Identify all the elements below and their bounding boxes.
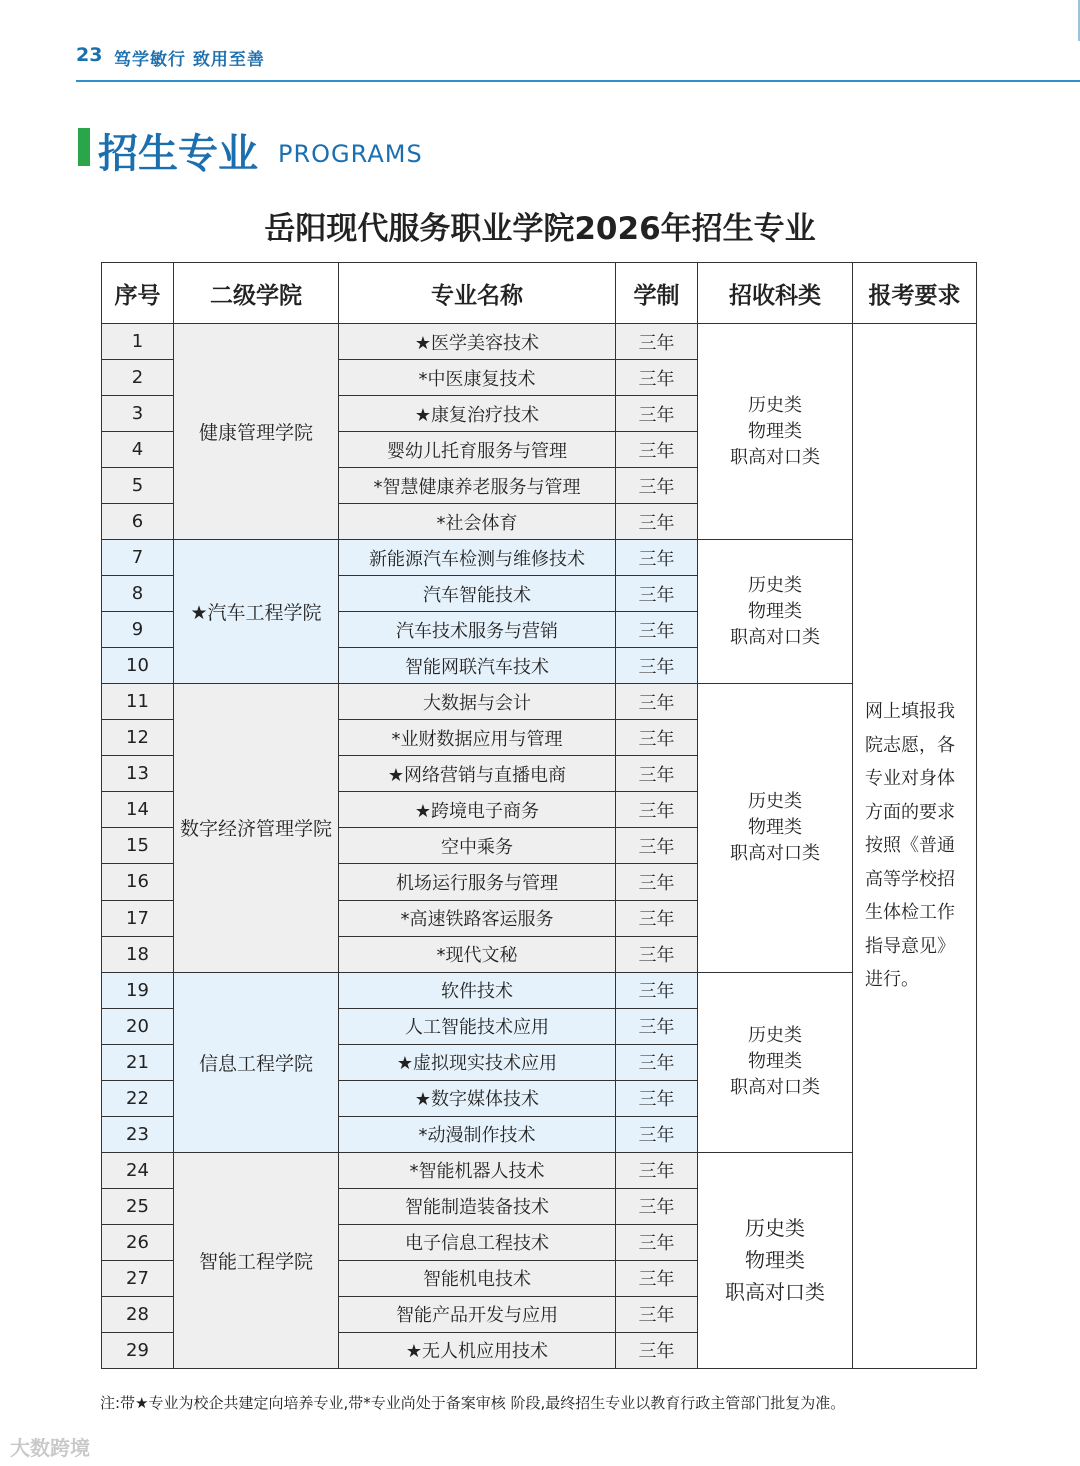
table-row (102, 324, 977, 360)
row-number: 18 (102, 936, 174, 972)
program-name: 软件技术 (339, 972, 616, 1008)
col-header-program: 专业名称 (339, 263, 616, 324)
program-duration: 三年 (616, 1152, 698, 1188)
program-duration: 三年 (616, 396, 698, 432)
table-row (102, 540, 977, 576)
program-name: 汽车技术服务与营销 (339, 612, 616, 648)
program-name: ★跨境电子商务 (339, 792, 616, 828)
row-number: 28 (102, 1296, 174, 1332)
admission-subjects: 历史类 物理类 职高对口类 (698, 1152, 853, 1368)
program-duration: 三年 (616, 576, 698, 612)
program-duration: 三年 (616, 1296, 698, 1332)
admission-subjects: 历史类 物理类 职高对口类 (698, 684, 853, 972)
row-number: 27 (102, 1260, 174, 1296)
program-name: ★虚拟现实技术应用 (339, 1044, 616, 1080)
program-name: *社会体育 (339, 504, 616, 540)
row-number: 17 (102, 900, 174, 936)
table-header-row (102, 263, 977, 324)
watermark: 大数跨境 (10, 1436, 90, 1460)
col-header-number: 序号 (102, 263, 174, 324)
program-duration: 三年 (616, 1044, 698, 1080)
program-duration: 三年 (616, 684, 698, 720)
requirement-line: 进行。 (865, 969, 919, 991)
program-name: *智慧健康养老服务与管理 (339, 468, 616, 504)
programs-table (101, 262, 977, 1369)
row-number: 21 (102, 1044, 174, 1080)
requirement-line: 网上填报我 (865, 701, 955, 723)
row-number: 7 (102, 540, 174, 576)
row-number: 22 (102, 1080, 174, 1116)
row-number: 2 (102, 360, 174, 396)
admission-subjects: 历史类 物理类 职高对口类 (698, 324, 853, 540)
program-duration: 三年 (616, 936, 698, 972)
program-name: 新能源汽车检测与维修技术 (339, 540, 616, 576)
section-title-en: PROGRAMS (278, 140, 423, 168)
program-name: 智能网联汽车技术 (339, 648, 616, 684)
requirement-line: 方面的要求 (865, 801, 955, 823)
program-duration: 三年 (616, 648, 698, 684)
college-name: 数字经济管理学院 (174, 684, 339, 972)
program-duration: 三年 (616, 1188, 698, 1224)
program-duration: 三年 (616, 540, 698, 576)
row-number: 12 (102, 720, 174, 756)
program-name: *动漫制作技术 (339, 1116, 616, 1152)
col-header-duration: 学制 (616, 263, 698, 324)
requirement-line: 指导意见》 (865, 935, 955, 957)
row-number: 3 (102, 396, 174, 432)
program-duration: 三年 (616, 1080, 698, 1116)
footnote: 注:带★专业为校企共建定向培养专业,带*专业尚处于备案审核 阶段,最终招生专业以教育行政主管部门批复为准。 (100, 1394, 846, 1412)
program-name: 大数据与会计 (339, 684, 616, 720)
program-name: ★无人机应用技术 (339, 1332, 616, 1368)
program-name: 人工智能技术应用 (339, 1008, 616, 1044)
program-duration: 三年 (616, 792, 698, 828)
program-duration: 三年 (616, 1224, 698, 1260)
row-number: 25 (102, 1188, 174, 1224)
program-duration: 三年 (616, 360, 698, 396)
table-row (102, 972, 977, 1008)
row-number: 20 (102, 1008, 174, 1044)
row-number: 13 (102, 756, 174, 792)
program-name: 智能制造装备技术 (339, 1188, 616, 1224)
row-number: 24 (102, 1152, 174, 1188)
program-name: ★数字媒体技术 (339, 1080, 616, 1116)
row-number: 29 (102, 1332, 174, 1368)
application-requirements (853, 324, 977, 1369)
program-name: 空中乘务 (339, 828, 616, 864)
requirement-line: 专业对身体 (865, 768, 955, 790)
table-title: 岳阳现代服务职业学院2026年招生专业 (264, 211, 816, 247)
college-name: 信息工程学院 (174, 972, 339, 1152)
program-duration: 三年 (616, 324, 698, 360)
program-duration: 三年 (616, 756, 698, 792)
program-name: 婴幼儿托育服务与管理 (339, 432, 616, 468)
program-duration: 三年 (616, 972, 698, 1008)
program-duration: 三年 (616, 828, 698, 864)
row-number: 8 (102, 576, 174, 612)
requirement-line: 生体检工作 (865, 902, 955, 924)
row-number: 19 (102, 972, 174, 1008)
program-name: ★网络营销与直播电商 (339, 756, 616, 792)
program-name: *现代文秘 (339, 936, 616, 972)
col-header-subjects: 招收科类 (698, 263, 853, 324)
row-number: 10 (102, 648, 174, 684)
program-duration: 三年 (616, 468, 698, 504)
section-marker (78, 128, 90, 166)
page-number: 23 (76, 44, 103, 66)
program-name: 智能产品开发与应用 (339, 1296, 616, 1332)
program-duration: 三年 (616, 1008, 698, 1044)
row-number: 26 (102, 1224, 174, 1260)
row-number: 23 (102, 1116, 174, 1152)
row-number: 4 (102, 432, 174, 468)
program-duration: 三年 (616, 720, 698, 756)
program-name: 智能机电技术 (339, 1260, 616, 1296)
row-number: 5 (102, 468, 174, 504)
program-name: ★康复治疗技术 (339, 396, 616, 432)
section-title-cn: 招生专业 (98, 131, 258, 177)
program-name: 机场运行服务与管理 (339, 864, 616, 900)
table-row (102, 1152, 977, 1188)
program-duration: 三年 (616, 864, 698, 900)
row-number: 14 (102, 792, 174, 828)
row-number: 11 (102, 684, 174, 720)
row-number: 9 (102, 612, 174, 648)
table-body (102, 324, 977, 1369)
program-duration: 三年 (616, 900, 698, 936)
col-header-requirements: 报考要求 (853, 263, 977, 324)
program-duration: 三年 (616, 432, 698, 468)
admission-subjects: 历史类 物理类 职高对口类 (698, 972, 853, 1152)
page-header (76, 40, 1080, 82)
requirement-line: 高等学校招 (865, 868, 955, 890)
row-number: 16 (102, 864, 174, 900)
program-name: 汽车智能技术 (339, 576, 616, 612)
program-name: *高速铁路客运服务 (339, 900, 616, 936)
program-duration: 三年 (616, 1332, 698, 1368)
program-name: *业财数据应用与管理 (339, 720, 616, 756)
requirement-line: 院志愿，各 (865, 734, 955, 756)
row-number: 1 (102, 324, 174, 360)
admission-subjects: 历史类 物理类 职高对口类 (698, 540, 853, 684)
requirement-line: 按照《普通 (865, 835, 955, 857)
college-name: 智能工程学院 (174, 1152, 339, 1368)
col-header-college: 二级学院 (174, 263, 339, 324)
page-motto: 笃学敏行 致用至善 (114, 50, 265, 70)
program-duration: 三年 (616, 1260, 698, 1296)
program-duration: 三年 (616, 1116, 698, 1152)
program-duration: 三年 (616, 612, 698, 648)
program-name: ★医学美容技术 (339, 324, 616, 360)
row-number: 15 (102, 828, 174, 864)
program-name: 电子信息工程技术 (339, 1224, 616, 1260)
program-duration: 三年 (616, 504, 698, 540)
row-number: 6 (102, 504, 174, 540)
college-name: ★汽车工程学院 (174, 540, 339, 684)
program-name: *智能机器人技术 (339, 1152, 616, 1188)
program-name: *中医康复技术 (339, 360, 616, 396)
table-row (102, 684, 977, 720)
college-name: 健康管理学院 (174, 324, 339, 540)
